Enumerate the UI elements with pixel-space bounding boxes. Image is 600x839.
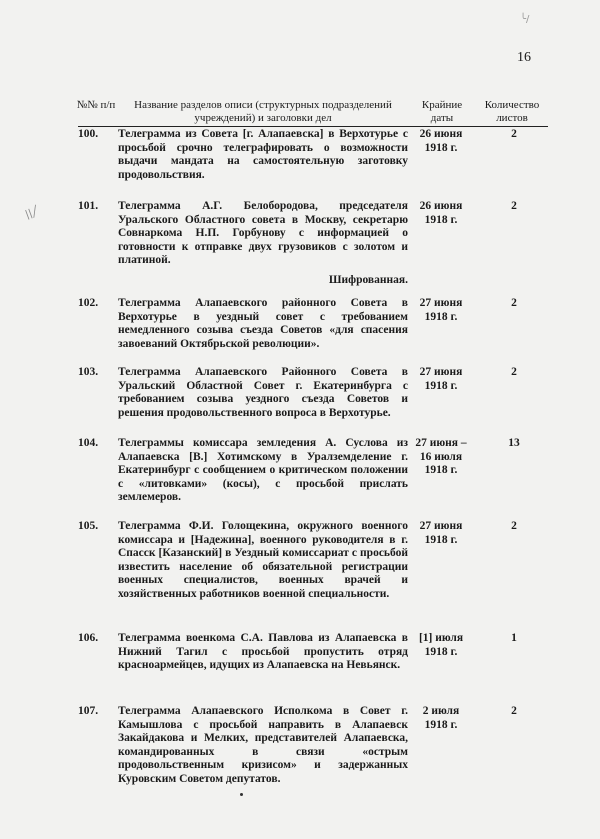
row-dates: 26 июня 1918 г. — [419, 128, 463, 154]
row-number: 107. — [78, 705, 99, 717]
row-dates: 26 июня 1918 г. — [419, 200, 463, 226]
row-title — [118, 200, 408, 288]
header-title: Название разделов описи (структурных подразделений учреждений) и заголовки дел — [134, 99, 392, 124]
row-dates: [1] июля 1918 г. — [418, 632, 464, 658]
corner-pencil-mark: ╰/ — [520, 14, 530, 25]
row-number: 106. — [78, 632, 99, 644]
header-dates: Крайние даты — [421, 99, 463, 124]
header-count: Количество листов — [484, 99, 540, 124]
row-dates: 27 июня – 16 июля 1918 г. — [415, 437, 467, 477]
row-number: 103. — [78, 366, 99, 378]
stray-dot — [240, 793, 243, 796]
row-title: Телеграмма Алапаевского районного Совета в Верхотурье в уездный совет с требованием немедленного созыва съезда Советов «для спасения завоеваний Октябрьской революции». — [118, 297, 408, 350]
row-number: 101. — [78, 200, 99, 212]
row-number: 100. — [78, 128, 99, 140]
row-count: 2 — [511, 520, 517, 532]
row-number: 105. — [78, 520, 99, 532]
row-title: Телеграмма из Совета [г. Алапаевска] в Верхотурье с просьбой срочно телеграфировать о возможности выдачи мандата на самостоятельную заготовку продовольствия. — [118, 128, 408, 181]
row-count: 13 — [508, 437, 520, 449]
row-count: 2 — [511, 200, 517, 212]
row-count: 1 — [511, 632, 517, 644]
row-title: Телеграмма Алапаевского Районного Совета в Уральский Областной Совет г. Екатеринбурга с требованием созыва уездного съезда Советов и решения продовольственного вопроса в Верхотурье. — [118, 366, 408, 419]
row-note: Шифрованная. — [328, 273, 408, 286]
row-title: Телеграмма Ф.И. Голощекина, окружного военного комиссара и [Надежина], военного руководителя в г. Спасск [Казанский] в Уездный комиссариат с просьбой известить население об обязательной регистрации военных специалистов, военных врачей и хозяйственных работников военной специальности. — [118, 520, 408, 600]
row-count: 2 — [511, 297, 517, 309]
row-count: 2 — [511, 705, 517, 717]
row-dates: 27 июня 1918 г. — [419, 520, 463, 546]
row-title: Телеграмма Алапаевского Исполкома в Совет г. Камышлова с просьбой направить в Алапаевск Закайдакова и Мелких, представителей Алапаевска, командированных в связи «острым продовольственным кризисом» и задержанных Куровским Советом депутатов. — [118, 705, 408, 785]
row-title: Телеграмма военкома С.А. Павлова из Алапаевска в Нижний Тагил с просьбой пропустить отряд красноармейцев, идущих из Алапаевска на Невьянск. — [118, 632, 408, 672]
row-number: 104. — [78, 437, 99, 449]
row-dates: 2 июля 1918 г. — [422, 705, 460, 731]
margin-pencil-mark: ||╱ — [23, 205, 40, 221]
row-title: Телеграммы комиссара земледения А. Суслова из Алапаевска [В.] Хотимскому в Уралземделение г. Екатеринбург с сообщением о критическом положении с «литовками» (косы), с просьбой прислать землемеров. — [118, 437, 408, 504]
row-count: 2 — [511, 128, 517, 140]
row-dates: 27 июня 1918 г. — [419, 297, 463, 323]
page-number: 16 — [517, 50, 531, 65]
row-title-text: Телеграмма А.Г. Белобородова, председателя Уральского Областного совета в Москву, секретарю Совнаркома Н.П. Горбунову с информацией о готовности к отправке двух грузовиков с золотом и платиной. — [118, 200, 408, 267]
row-number: 102. — [78, 297, 99, 309]
row-count: 2 — [511, 366, 517, 378]
header-num: №№ п/п — [76, 99, 116, 111]
row-dates: 27 июня 1918 г. — [419, 366, 463, 392]
header-rule — [78, 126, 548, 127]
